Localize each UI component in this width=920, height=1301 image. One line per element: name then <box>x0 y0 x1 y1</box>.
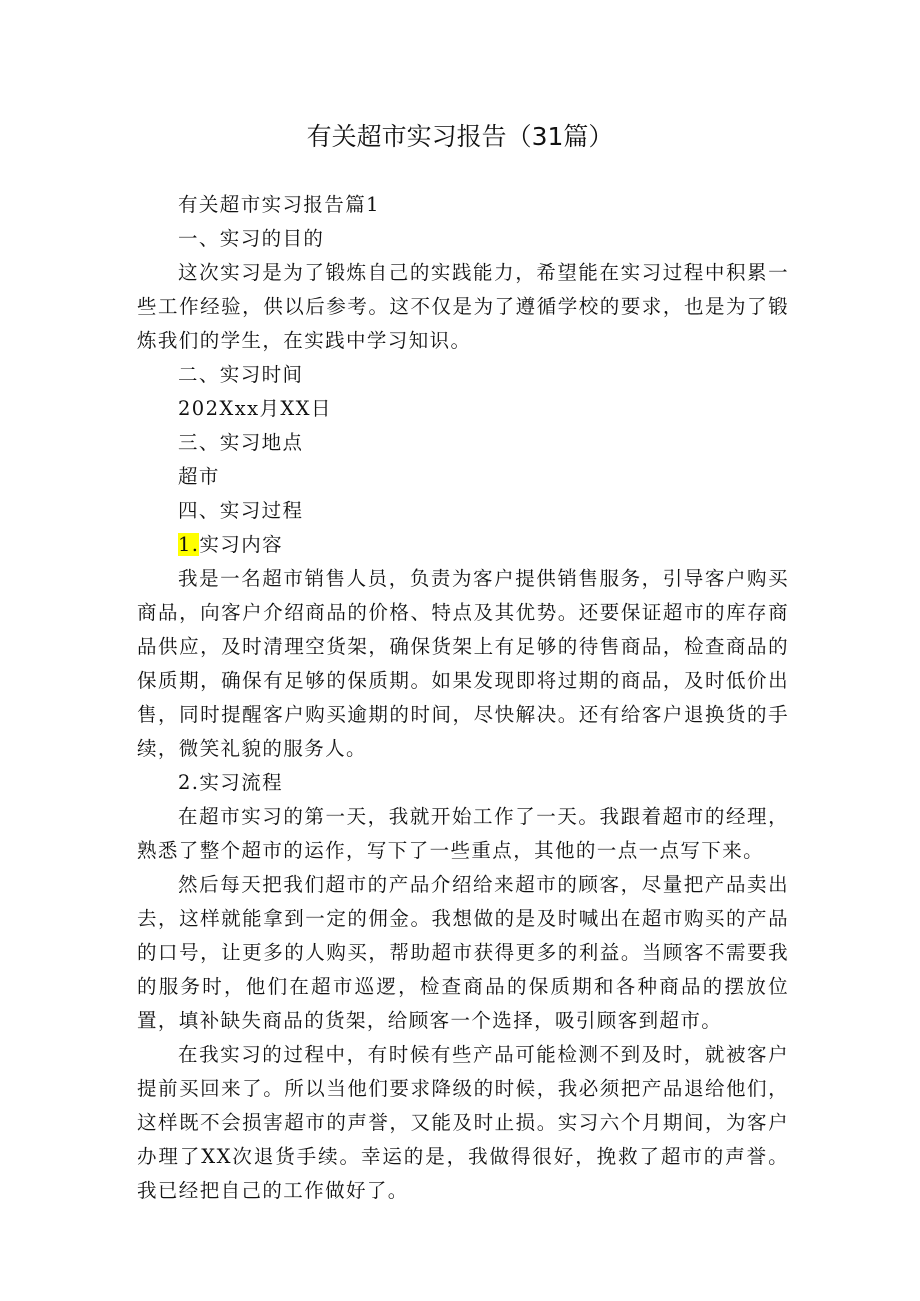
purpose-heading: 一、实习的目的 <box>178 227 325 250</box>
process-heading: 四、实习过程 <box>178 499 304 522</box>
document-title: 有关超市实习报告（31篇） <box>306 122 614 151</box>
place-heading: 三、实习地点 <box>178 431 304 454</box>
content-paragraph: 我是一名超市销售人员，负责为客户提供销售服务，引导客户购买商品，向客户介绍商品的价格、特点及其优势。还要保证超市的库存商品供应，及时清理空货架，确保货架上有足够的待售商品，检查商品的保质期，确保有足够的保质期。如果发现即将过期的商品，及时低价出售，同时提醒客户购买逾期的时间，尽快解决。还有给客户退换货的手续，微笑礼貌的服务人。 <box>137 567 789 760</box>
highlighted-number: 1. <box>178 533 200 556</box>
flow-paragraph-1: 在超市实习的第一天，我就开始工作了一天。我跟着超市的经理，熟悉了整个超市的运作，写下了一些重点，其他的一点一点写下来。 <box>137 805 789 862</box>
flow-paragraph-3: 在我实习的过程中，有时候有些产品可能检测不到及时，就被客户提前买回来了。所以当他们要求降级的时候，我必须把产品退给他们，这样既不会损害超市的声誉，又能及时止损。实习六个月期间，为客户办理了XX次退货手续。幸运的是，我做得很好，挽救了超市的声誉。我已经把自己的工作做好了。 <box>137 1043 789 1202</box>
section-heading: 有关超市实习报告篇1 <box>178 193 380 216</box>
time-value: 202Xxx月XX日 <box>178 397 332 420</box>
content-heading <box>137 528 789 562</box>
content-heading-text: 实习内容 <box>199 533 284 556</box>
document-body <box>137 188 789 1208</box>
time-heading: 二、实习时间 <box>178 363 304 386</box>
place-value: 超市 <box>178 465 220 488</box>
purpose-paragraph: 这次实习是为了锻炼自己的实践能力，希望能在实习过程中积累一些工作经验，供以后参考。这不仅是为了遵循学校的要求，也是为了锻炼我们的学生，在实践中学习知识。 <box>137 261 789 352</box>
flow-paragraph-2: 然后每天把我们超市的产品介绍给来超市的顾客，尽量把产品卖出去，这样就能拿到一定的佣金。我想做的是及时喊出在超市购买的产品的口号，让更多的人购买，帮助超市获得更多的利益。当顾客不需要我的服务时，他们在超市巡逻，检查商品的保质期和各种商品的摆放位置，填补缺失商品的货架，给顾客一个选择，吸引顾客到超市。 <box>137 873 789 1032</box>
flow-heading: 2.实习流程 <box>178 771 284 794</box>
